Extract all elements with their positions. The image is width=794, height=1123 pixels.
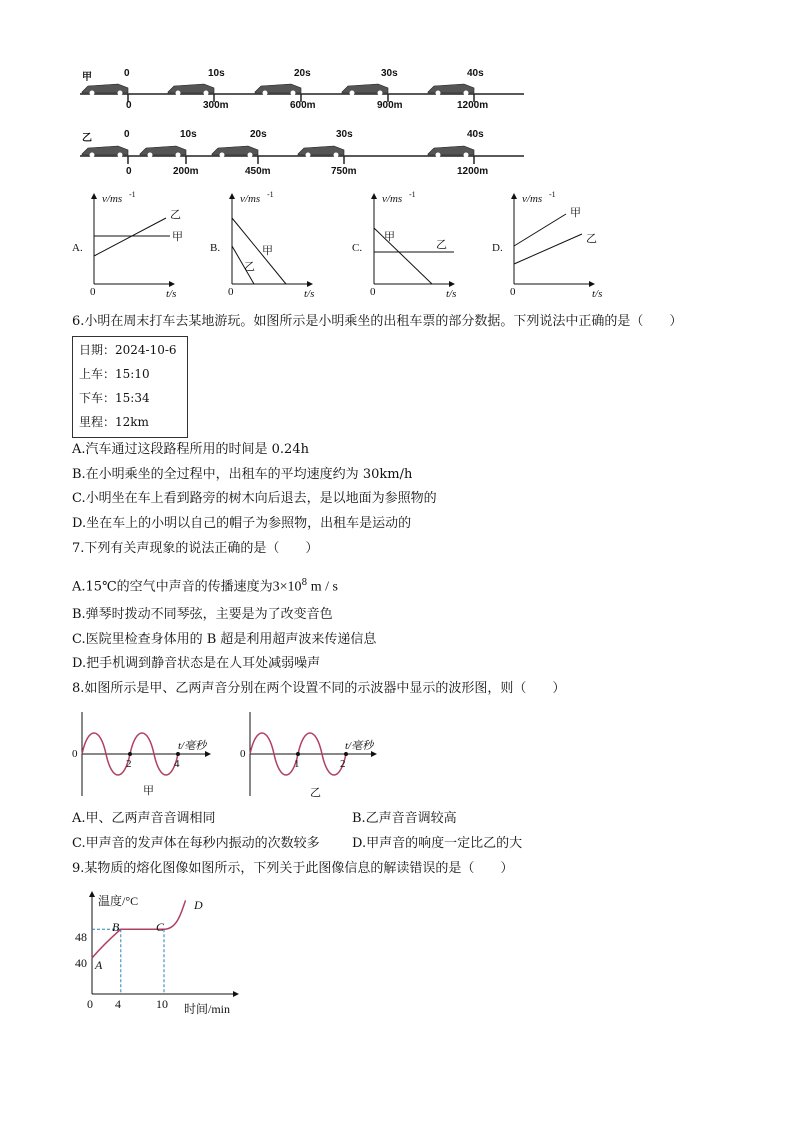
q8-option-d: D.甲声音的响度一定比乙的大 <box>352 836 523 851</box>
wave1-caption: 甲 <box>143 785 154 797</box>
ticket-mileage: 里程：12km <box>79 415 149 429</box>
graph-d-series: 甲 <box>570 207 581 219</box>
wave2-axis: t/毫秒 <box>345 740 374 752</box>
graph-b-series: 甲 <box>262 245 273 257</box>
wave2-tick: 1 <box>294 758 300 770</box>
ticket-board: 上车：15:10 <box>79 367 150 381</box>
row1-label: 甲 <box>82 72 92 83</box>
row2-time: 40s <box>467 129 484 140</box>
q7-option-b: B.弹琴时拨动不同琴弦，主要是为了改变音色 <box>72 607 333 622</box>
melt-ytick: 48 <box>75 930 87 944</box>
vt-graphs <box>70 188 630 308</box>
wave1-tick: 2 <box>126 758 132 770</box>
melt-point-b: B <box>112 920 120 934</box>
row2-label: 乙 <box>82 133 92 144</box>
graph-c-series: 甲 <box>384 231 395 243</box>
q7-option-a: A.15℃的空气中声音的传播速度为$3\times 10^8$ m / s <box>72 578 338 595</box>
wave1-tick: 4 <box>174 758 180 770</box>
graph-c-series: 乙 <box>436 239 447 251</box>
taxi-ticket <box>72 336 188 438</box>
q6-option-c: C.小明坐在车上看到路旁的树木向后退去，是以地面为参照物的 <box>72 491 437 506</box>
melt-xtick: 4 <box>115 997 121 1011</box>
q8-option-a: A.甲、乙两声音音调相同 <box>72 811 216 826</box>
row1-time: 30s <box>381 68 398 79</box>
row1-dist: 900m <box>377 100 403 111</box>
waveform-figures <box>70 706 400 806</box>
row1-time: 10s <box>208 68 225 79</box>
melt-point-a: A <box>95 958 103 972</box>
row1-dist: 1200m <box>457 100 489 111</box>
row2-dist: 750m <box>331 166 357 177</box>
q8-option-c: C.甲声音的发声体在每秒内振动的次数较多 <box>72 836 320 851</box>
melt-xtick: 0 <box>87 997 93 1011</box>
graph-d <box>514 194 594 284</box>
row2-dist: 0 <box>126 166 132 177</box>
row1-dist: 300m <box>203 100 229 111</box>
row2-time: 20s <box>250 129 267 140</box>
row1-time: 20s <box>294 68 311 79</box>
option-c-label: C. <box>352 242 363 254</box>
q6-stem: 6.小明在周末打车去某地游玩。如图所示是小明乘坐的出租车票的部分数据。下列说法中正确的是（ ） <box>72 314 683 329</box>
graph-a <box>94 194 174 284</box>
row1-time: 0 <box>124 68 130 79</box>
q6-option-d: D.坐在车上的小明以自己的帽子为参照物，出租车是运动的 <box>72 516 412 531</box>
q8-option-b: B.乙声音音调较高 <box>352 811 457 826</box>
ticket-date: 日期：2024-10-6 <box>79 343 177 357</box>
wave2-tick: 2 <box>340 758 346 770</box>
row1-dist: 0 <box>126 100 132 111</box>
row2-time: 0 <box>124 129 130 140</box>
graph-d-line-yi <box>514 234 582 264</box>
melt-ylabel: 温度/°C <box>98 894 139 908</box>
wave2-caption: 乙 <box>310 787 321 799</box>
row1-dist: 600m <box>290 100 316 111</box>
wave1-axis: t/毫秒 <box>178 740 207 752</box>
option-a-label: A. <box>72 242 83 254</box>
graph-a-ylabel: v/ms <box>102 193 123 205</box>
option-d-label: D. <box>492 242 503 254</box>
row2-time: 30s <box>336 129 353 140</box>
option-b-label: B. <box>210 242 221 254</box>
q7-option-c: C.医院里检查身体用的 B 超是利用超声波来传递信息 <box>72 632 377 647</box>
melt-point-c: C <box>156 920 165 934</box>
ticket-alight: 下车：15:34 <box>79 391 150 405</box>
melt-curve <box>92 900 186 958</box>
graph-a-series: 乙 <box>170 209 181 221</box>
q7-stem: 7.下列有关声现象的说法正确的是（ ） <box>72 541 319 556</box>
row2-dist: 200m <box>173 166 199 177</box>
car-motion-figure <box>78 62 528 182</box>
melt-ytick: 40 <box>75 956 87 970</box>
graph-b-series: 乙 <box>244 261 255 273</box>
graph-b-line-jia <box>232 218 286 284</box>
graph-d-series: 乙 <box>586 233 597 245</box>
melt-xlabel: 时间/min <box>184 1002 231 1016</box>
q8-stem: 8.如图所示是甲、乙两声音分别在两个设置不同的示波器中显示的波形图，则（ ） <box>72 681 566 696</box>
row2-dist: 450m <box>245 166 271 177</box>
q9-stem: 9.某物质的熔化图像如图所示，下列关于此图像信息的解读错误的是（ ） <box>72 861 514 876</box>
graph-a-series: 甲 <box>172 231 183 243</box>
graph-d-line-jia <box>514 214 566 246</box>
graph-c-line-jia <box>374 228 432 284</box>
melt-point-d: D <box>194 898 203 912</box>
graph-a-line-yi <box>94 218 166 256</box>
melt-xtick: 10 <box>156 997 168 1011</box>
row1-time: 40s <box>467 68 484 79</box>
row2-dist: 1200m <box>457 166 489 177</box>
q6-option-a: A.汽车通过这段路程所用的时间是 0.24h <box>72 442 309 457</box>
q6-option-b: B.在小明乘坐的全过程中，出租车的平均速度约为 30km/h <box>72 467 413 482</box>
q7-option-d: D.把手机调到静音状态是在人耳处减弱噪声 <box>72 656 321 671</box>
graph-a-xlabel: t/s <box>166 288 177 300</box>
row2-time: 10s <box>180 129 197 140</box>
